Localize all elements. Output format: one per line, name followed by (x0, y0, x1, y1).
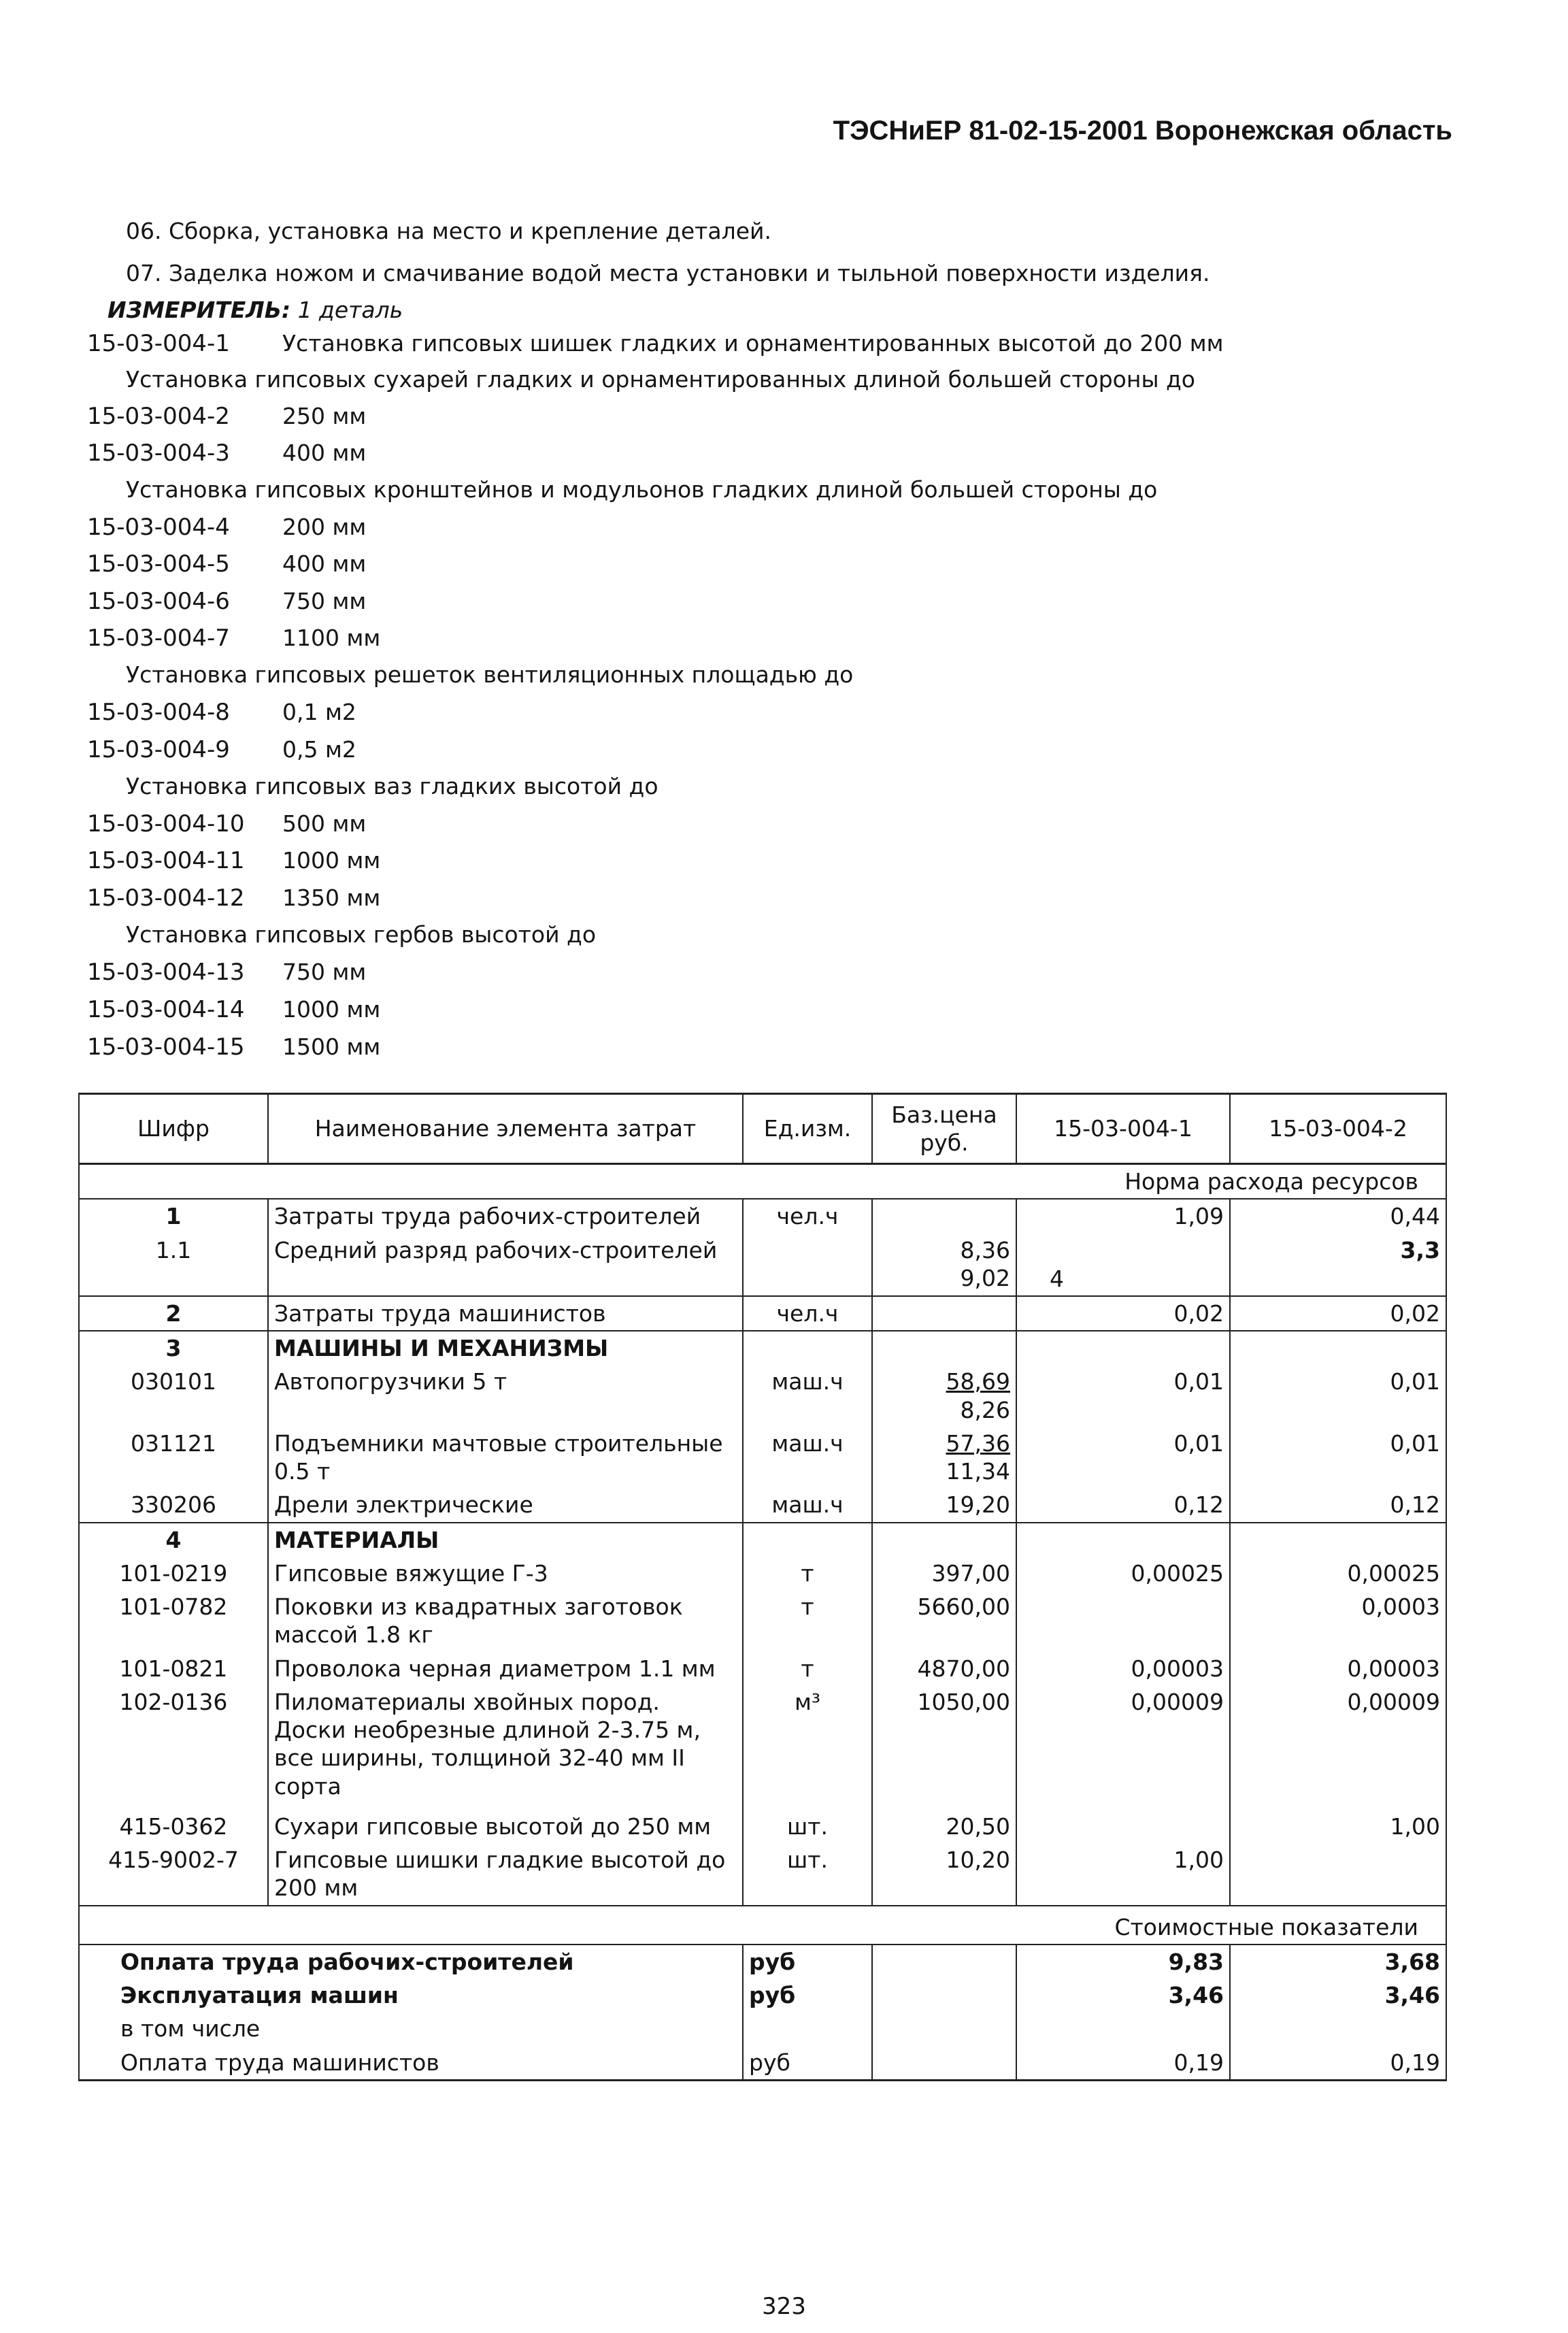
item-code: 15-03-004-4 (87, 514, 230, 541)
cost-unit: руб (743, 2046, 872, 2081)
row-value-1: 0,01 (1016, 1365, 1230, 1427)
col-header-code: Шифр (79, 1094, 268, 1164)
item-value: 400 мм (282, 550, 367, 577)
row-value-1: 0,00009 (1016, 1685, 1230, 1810)
cost-value-2: 0,19 (1230, 2046, 1446, 2081)
item-value: 1500 мм (282, 1033, 381, 1060)
item-text: Установка гипсовых шишек гладких и орнаментированных высотой до 200 мм (282, 330, 1224, 357)
col-header-unit: Ед.изм. (743, 1094, 872, 1164)
row-name: Сухари гипсовые высотой до 250 мм (268, 1810, 743, 1843)
item-value: 250 мм (282, 403, 367, 429)
group-title: Установка гипсовых решеток вентиляционных площадью до (126, 661, 854, 688)
item-value: 1000 мм (282, 996, 381, 1023)
meter-line (107, 297, 403, 323)
item-code: 15-03-004-10 (87, 810, 245, 838)
cost-row (79, 2046, 1446, 2081)
row-price (872, 1427, 1016, 1489)
price-a: 8,36 (960, 1236, 1010, 1263)
row-unit: маш.ч (743, 1365, 872, 1427)
price-a: 58,69 (946, 1368, 1010, 1395)
row-code: 101-0219 (79, 1557, 268, 1590)
norm-section-row (79, 1164, 1446, 1199)
item-code: 15-03-004-11 (87, 847, 245, 874)
cost-name: в том числе (79, 2012, 743, 2045)
row-price: 1050,00 (872, 1685, 1016, 1810)
row-value-1: 0,00025 (1016, 1557, 1230, 1590)
table-row (79, 1652, 1446, 1685)
row-code: 415-9002-7 (79, 1843, 268, 1906)
row-code: 031121 (79, 1427, 268, 1489)
row-value-2: 0,00025 (1230, 1557, 1446, 1590)
row-name: МАТЕРИАЛЫ (268, 1523, 743, 1557)
row-unit: шт. (743, 1810, 872, 1843)
row-value-1: 1,00 (1016, 1843, 1230, 1906)
row-unit: шт. (743, 1843, 872, 1906)
item-value: 1350 мм (282, 884, 381, 911)
row-value-1: 4 (1016, 1234, 1230, 1296)
table-row (79, 1365, 1446, 1427)
row-name: Пиломатериалы хвойных пород. Доски необрезные длиной 2-3.75 м, все ширины, толщиной 32-40 мм II сорта (268, 1685, 743, 1810)
item-code: 15-03-004-9 (87, 736, 230, 763)
cost-row (79, 1945, 1446, 1979)
row-code: 101-0782 (79, 1590, 268, 1652)
row-code: 030101 (79, 1365, 268, 1427)
row-price: 10,20 (872, 1843, 1016, 1906)
cost-value-1: 9,83 (1016, 1945, 1230, 1979)
row-unit: т (743, 1590, 872, 1652)
table-row (79, 1523, 1446, 1557)
row-value-2: 1,00 (1230, 1810, 1446, 1843)
row-value-2: 0,00003 (1230, 1652, 1446, 1685)
row-unit: маш.ч (743, 1488, 872, 1522)
cost-section-row (79, 1906, 1446, 1945)
row-code: 102-0136 (79, 1685, 268, 1810)
row-value-1: 1,09 (1016, 1199, 1230, 1233)
table-row (79, 1199, 1446, 1233)
item-code: 15-03-004-2 (87, 403, 230, 430)
table-row (79, 1296, 1446, 1331)
item-value: 400 мм (282, 440, 367, 466)
col-header-price: Баз.цена руб. (872, 1094, 1016, 1164)
item-value: 500 мм (282, 810, 367, 837)
cost-row (79, 1979, 1446, 2012)
item-value: 750 мм (282, 588, 367, 614)
group-title: Установка гипсовых ваз гладких высотой до (126, 773, 658, 799)
col-header-name: Наименование элемента затрат (268, 1094, 743, 1164)
row-unit: м³ (743, 1685, 872, 1810)
price-b: 9,02 (960, 1264, 1010, 1291)
row-value-1: 0,00003 (1016, 1652, 1230, 1685)
group-title: Установка гипсовых кронштейнов и модульонов гладких длиной большей стороны до (126, 476, 1158, 503)
price-b: 8,26 (960, 1396, 1010, 1423)
row-name: Поковки из квадратных заготовок массой 1.8 кг (268, 1590, 743, 1652)
item-code: 15-03-004-5 (87, 550, 230, 578)
cost-name: Эксплуатация машин (79, 1979, 743, 2012)
group-title: Установка гипсовых гербов высотой до (126, 921, 597, 948)
cost-unit: руб (743, 1979, 872, 2012)
row-value-1: 0,02 (1016, 1296, 1230, 1331)
item-code: 15-03-004-1 (87, 330, 230, 357)
row-price (872, 1234, 1016, 1296)
step-06: 06. Сборка, установка на место и крепление деталей. (126, 218, 771, 244)
row-name: Гипсовые вяжущие Г-3 (268, 1557, 743, 1590)
row-code: 415-0362 (79, 1810, 268, 1843)
row-value-2: 0,12 (1230, 1488, 1446, 1522)
row-name: Затраты труда машинистов (268, 1296, 743, 1331)
item-value: 750 мм (282, 959, 367, 985)
row-value-2: 0,01 (1230, 1427, 1446, 1489)
price-a: 57,36 (946, 1429, 1010, 1457)
row-price: 397,00 (872, 1557, 1016, 1590)
row-value-2: 0,44 (1230, 1199, 1446, 1233)
resource-table (78, 1093, 1447, 2081)
item-code: 15-03-004-12 (87, 884, 245, 912)
row-name: Проволока черная диаметром 1.1 мм (268, 1652, 743, 1685)
item-code: 15-03-004-15 (87, 1033, 245, 1061)
row-unit: чел.ч (743, 1296, 872, 1331)
row-unit: т (743, 1652, 872, 1685)
cost-value-1: 0,19 (1016, 2046, 1230, 2081)
row-code: 1 (79, 1199, 268, 1233)
cost-value-2: 3,46 (1230, 1979, 1446, 2012)
row-value-2 (1230, 1843, 1446, 1906)
row-code: 3 (79, 1331, 268, 1365)
item-value: 1000 мм (282, 847, 381, 874)
table-row (79, 1488, 1446, 1522)
row-value-1: 0,12 (1016, 1488, 1230, 1522)
row-unit: т (743, 1557, 872, 1590)
table-row (79, 1843, 1446, 1906)
cost-value-2: 3,68 (1230, 1945, 1446, 1979)
cost-name: Оплата труда машинистов (79, 2046, 743, 2081)
col-header-norm1: 15-03-004-1 (1016, 1094, 1230, 1164)
item-code: 15-03-004-3 (87, 440, 230, 467)
row-name: Гипсовые шишки гладкие высотой до 200 мм (268, 1843, 743, 1906)
row-code: 2 (79, 1296, 268, 1331)
page-number: 323 (762, 2293, 806, 2320)
row-value-2: 0,0003 (1230, 1590, 1446, 1652)
cost-row (79, 2012, 1446, 2045)
norm-section-label: Норма расхода ресурсов (79, 1164, 1446, 1199)
row-name: Затраты труда рабочих-строителей (268, 1199, 743, 1233)
item-code: 15-03-004-13 (87, 959, 245, 986)
row-value-2: 0,02 (1230, 1296, 1446, 1331)
item-code: 15-03-004-14 (87, 996, 245, 1023)
row-price: 5660,00 (872, 1590, 1016, 1652)
row-value-2: 0,01 (1230, 1365, 1446, 1427)
row-unit: чел.ч (743, 1199, 872, 1233)
row-price (872, 1199, 1016, 1233)
item-code: 15-03-004-8 (87, 699, 230, 726)
row-name: Подъемники мачтовые строительные 0.5 т (268, 1427, 743, 1489)
item-value: 200 мм (282, 514, 367, 540)
row-value-2: 0,00009 (1230, 1685, 1446, 1810)
row-code: 1.1 (79, 1234, 268, 1296)
row-price (872, 1365, 1016, 1427)
row-value-1 (1016, 1590, 1230, 1652)
cost-section-label: Стоимостные показатели (79, 1906, 1446, 1945)
row-name: Дрели электрические (268, 1488, 743, 1522)
table-row (79, 1427, 1446, 1489)
row-unit: маш.ч (743, 1427, 872, 1489)
table-row (79, 1685, 1446, 1810)
item-code: 15-03-004-6 (87, 588, 230, 615)
cost-value-1: 3,46 (1016, 1979, 1230, 2012)
col-header-norm2: 15-03-004-2 (1230, 1094, 1446, 1164)
row-value-1 (1016, 1810, 1230, 1843)
document-header: ТЭСНиЕР 81-02-15-2001 Воронежская область (833, 116, 1452, 146)
table-row (79, 1810, 1446, 1843)
table-row (79, 1590, 1446, 1652)
step-07: 07. Заделка ножом и смачивание водой места установки и тыльной поверхности изделия. (126, 260, 1210, 286)
row-name: МАШИНЫ И МЕХАНИЗМЫ (268, 1331, 743, 1365)
table-row (79, 1331, 1446, 1365)
table-header-row (79, 1094, 1446, 1164)
table-row (79, 1234, 1446, 1296)
group-title: Установка гипсовых сухарей гладких и орнаментированных длиной большей стороны до (126, 366, 1195, 393)
item-value: 0,5 м2 (282, 736, 356, 763)
meter-label: ИЗМЕРИТЕЛЬ: (107, 297, 291, 323)
row-name: Автопогрузчики 5 т (268, 1365, 743, 1427)
row-code: 330206 (79, 1488, 268, 1522)
item-code: 15-03-004-7 (87, 625, 230, 652)
row-code: 4 (79, 1523, 268, 1557)
row-value-1: 0,01 (1016, 1427, 1230, 1489)
row-price: 19,20 (872, 1488, 1016, 1522)
table-row (79, 1557, 1446, 1590)
row-price: 4870,00 (872, 1652, 1016, 1685)
price-b: 11,34 (946, 1458, 1010, 1485)
meter-value: 1 деталь (297, 297, 403, 323)
row-value-2: 3,3 (1230, 1234, 1446, 1296)
row-name: Средний разряд рабочих-строителей (268, 1234, 743, 1296)
row-price: 20,50 (872, 1810, 1016, 1843)
cost-name: Оплата труда рабочих-строителей (79, 1945, 743, 1979)
item-value: 0,1 м2 (282, 699, 356, 725)
cost-unit: руб (743, 1945, 872, 1979)
row-code: 101-0821 (79, 1652, 268, 1685)
item-value: 1100 мм (282, 625, 381, 651)
